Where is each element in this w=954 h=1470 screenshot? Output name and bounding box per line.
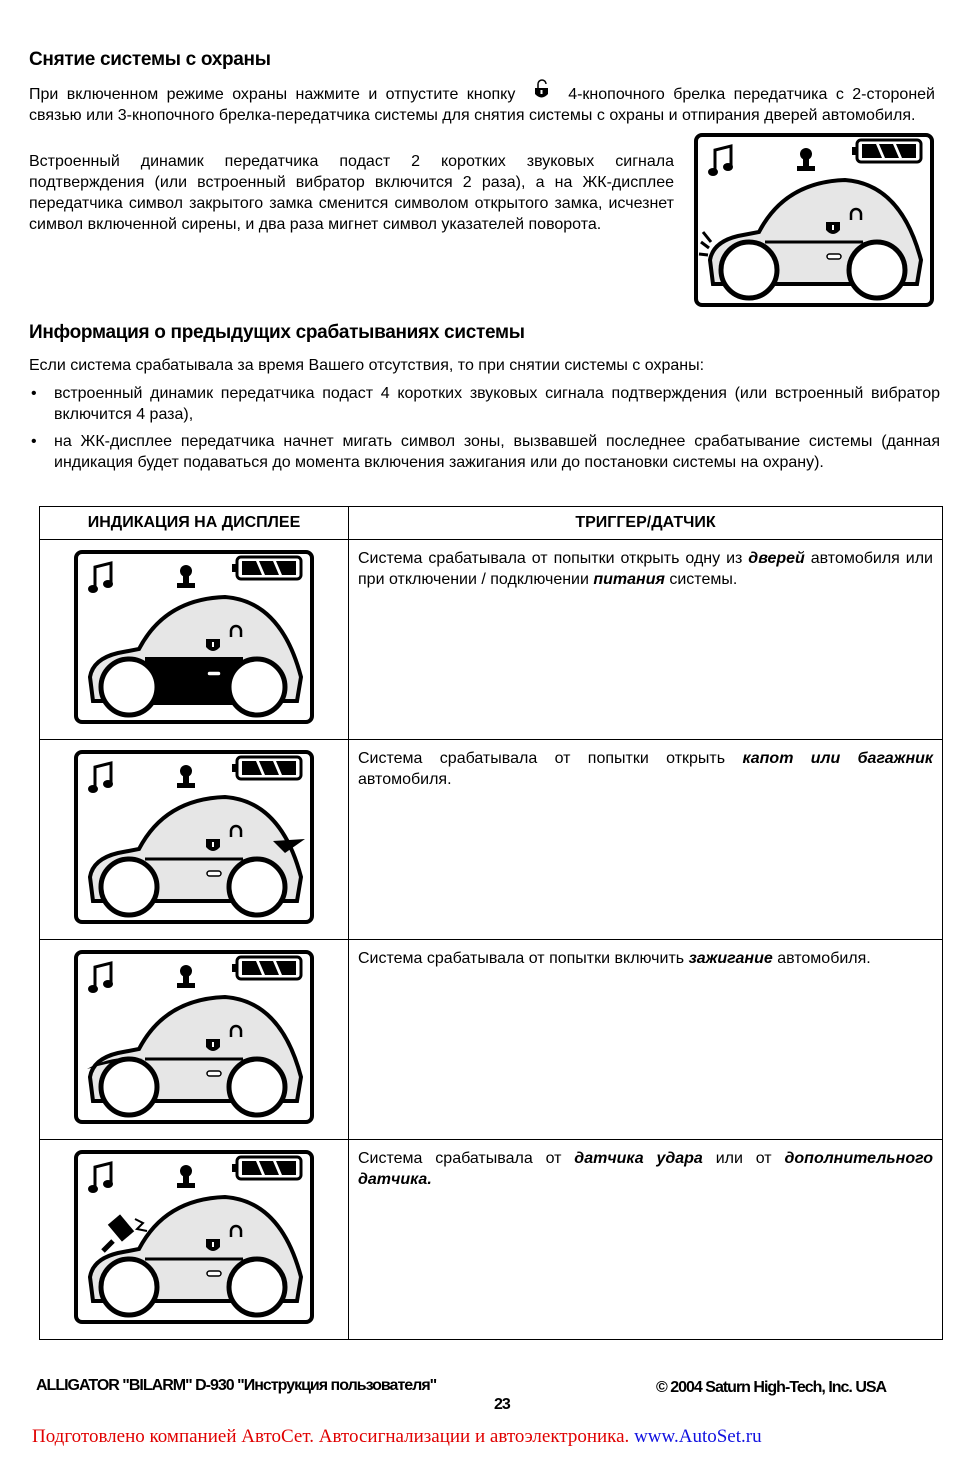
table-row bbox=[40, 540, 943, 740]
trigger-description bbox=[349, 940, 943, 1140]
text: 4-кнопочного брелка передатчика с 2-стороней связью или 3-кнопочного брелка-передатчика системы для снятия системы с охраны и отпирания дверей автомобиля. bbox=[29, 86, 935, 124]
indication-table bbox=[39, 506, 943, 1340]
trigger-description bbox=[349, 740, 943, 940]
section-title-disarm: Снятие системы с охраны bbox=[29, 49, 271, 70]
footer-copyright: © 2004 Saturn High-Tech, Inc. USA bbox=[656, 1379, 887, 1396]
bullet-text: на ЖК-дисплее передатчика начнет мигать символ зоны, вызвавшей последнее срабатывание системы (данная индикация будет подаваться до момента включения зажигания или до постановки системы на охрану). bbox=[54, 433, 940, 471]
credit-line bbox=[32, 1426, 762, 1448]
footer-title: ALLIGATOR "BILARM" D-930 "Инструкция пользователя" bbox=[36, 1377, 437, 1394]
emphasis: дополнительного датчика. bbox=[358, 1150, 934, 1188]
bullet-item: • встроенный динамик передатчика подаст 4 коротких звуковых сигнала подтверждения (или встроенный вибратор включится 4 раза), bbox=[31, 385, 940, 423]
credit-text: Подготовлено компанией АвтоСет. Автосигнализации и автоэлектроника. bbox=[32, 1426, 630, 1447]
table-row bbox=[40, 940, 943, 1140]
battery-icon bbox=[852, 140, 921, 162]
section-title-alarm-history: Информация о предыдущих срабатываниях системы bbox=[29, 322, 525, 343]
unlock-button-icon bbox=[530, 79, 554, 101]
emphasis: дверей bbox=[748, 550, 805, 567]
bullet-item: • на ЖК-дисплее передатчика начнет мигать символ зоны, вызвавшей последнее срабатывание системы (данная индикация будет подаваться до момента включения зажигания или до постановки системы на охрану). bbox=[31, 433, 940, 471]
table-row bbox=[40, 1140, 943, 1340]
battery-icon bbox=[232, 957, 301, 979]
credit-link[interactable]: www.AutoSet.ru bbox=[634, 1426, 762, 1447]
text: При включенном режиме охраны нажмите и отпустите кнопку bbox=[29, 86, 516, 103]
text: Система срабатывала от попытки открыть одну из bbox=[358, 550, 749, 567]
text: системы. bbox=[664, 571, 738, 588]
emphasis: зажигание bbox=[688, 950, 773, 967]
text: автомобиля. bbox=[772, 950, 871, 967]
text: Система срабатывала от попытки открыть bbox=[358, 750, 743, 767]
column-header-indication: ИНДИКАЦИЯ НА ДИСПЛЕЕ bbox=[40, 507, 349, 540]
text: или от bbox=[702, 1150, 785, 1167]
intro-text: Если система срабатывала за время Вашего отсутствия, то при снятии системы с охраны: bbox=[29, 357, 705, 374]
column-header-trigger: ТРИГГЕР/ДАТЧИК bbox=[349, 507, 943, 540]
battery-icon bbox=[232, 757, 301, 779]
emphasis: датчика удара bbox=[574, 1150, 703, 1167]
text: Система срабатывала от попытки включить bbox=[358, 950, 689, 967]
battery-icon bbox=[232, 1157, 301, 1179]
lcd-display-ignition bbox=[40, 940, 349, 1140]
paragraph-disarm bbox=[29, 79, 935, 126]
text: Система срабатывала от bbox=[358, 1150, 575, 1167]
lcd-display-unlocked bbox=[693, 132, 935, 313]
page-number: 23 bbox=[494, 1396, 510, 1413]
trigger-description bbox=[349, 540, 943, 740]
paragraph-confirmation: Встроенный динамик передатчика подаст 2 коротких звуковых сигнала подтверждения (или встроенный вибратор включится 2 раза), а на ЖК-дисплее передатчика символ закрытого замка сменится символом открытого замка, исчезнет символ включенной сирены, и два раза мигнет символ указателей поворота. bbox=[29, 153, 674, 233]
lcd-display-shock bbox=[40, 1140, 349, 1340]
battery-icon bbox=[232, 557, 301, 579]
table-header bbox=[40, 507, 943, 540]
table-row bbox=[40, 740, 943, 940]
text: автомобиля или при отключении / подключении bbox=[358, 550, 933, 588]
text: автомобиля. bbox=[358, 771, 452, 788]
emphasis: капот или багажник bbox=[742, 750, 934, 767]
lcd-display-hood-trunk bbox=[40, 740, 349, 940]
bullet-text: встроенный динамик передатчика подаст 4 коротких звуковых сигнала подтверждения (или встроенный вибратор включится 4 раза), bbox=[54, 385, 940, 423]
trigger-description bbox=[349, 1140, 943, 1340]
emphasis: питания bbox=[593, 571, 665, 588]
lcd-display-doors bbox=[40, 540, 349, 740]
